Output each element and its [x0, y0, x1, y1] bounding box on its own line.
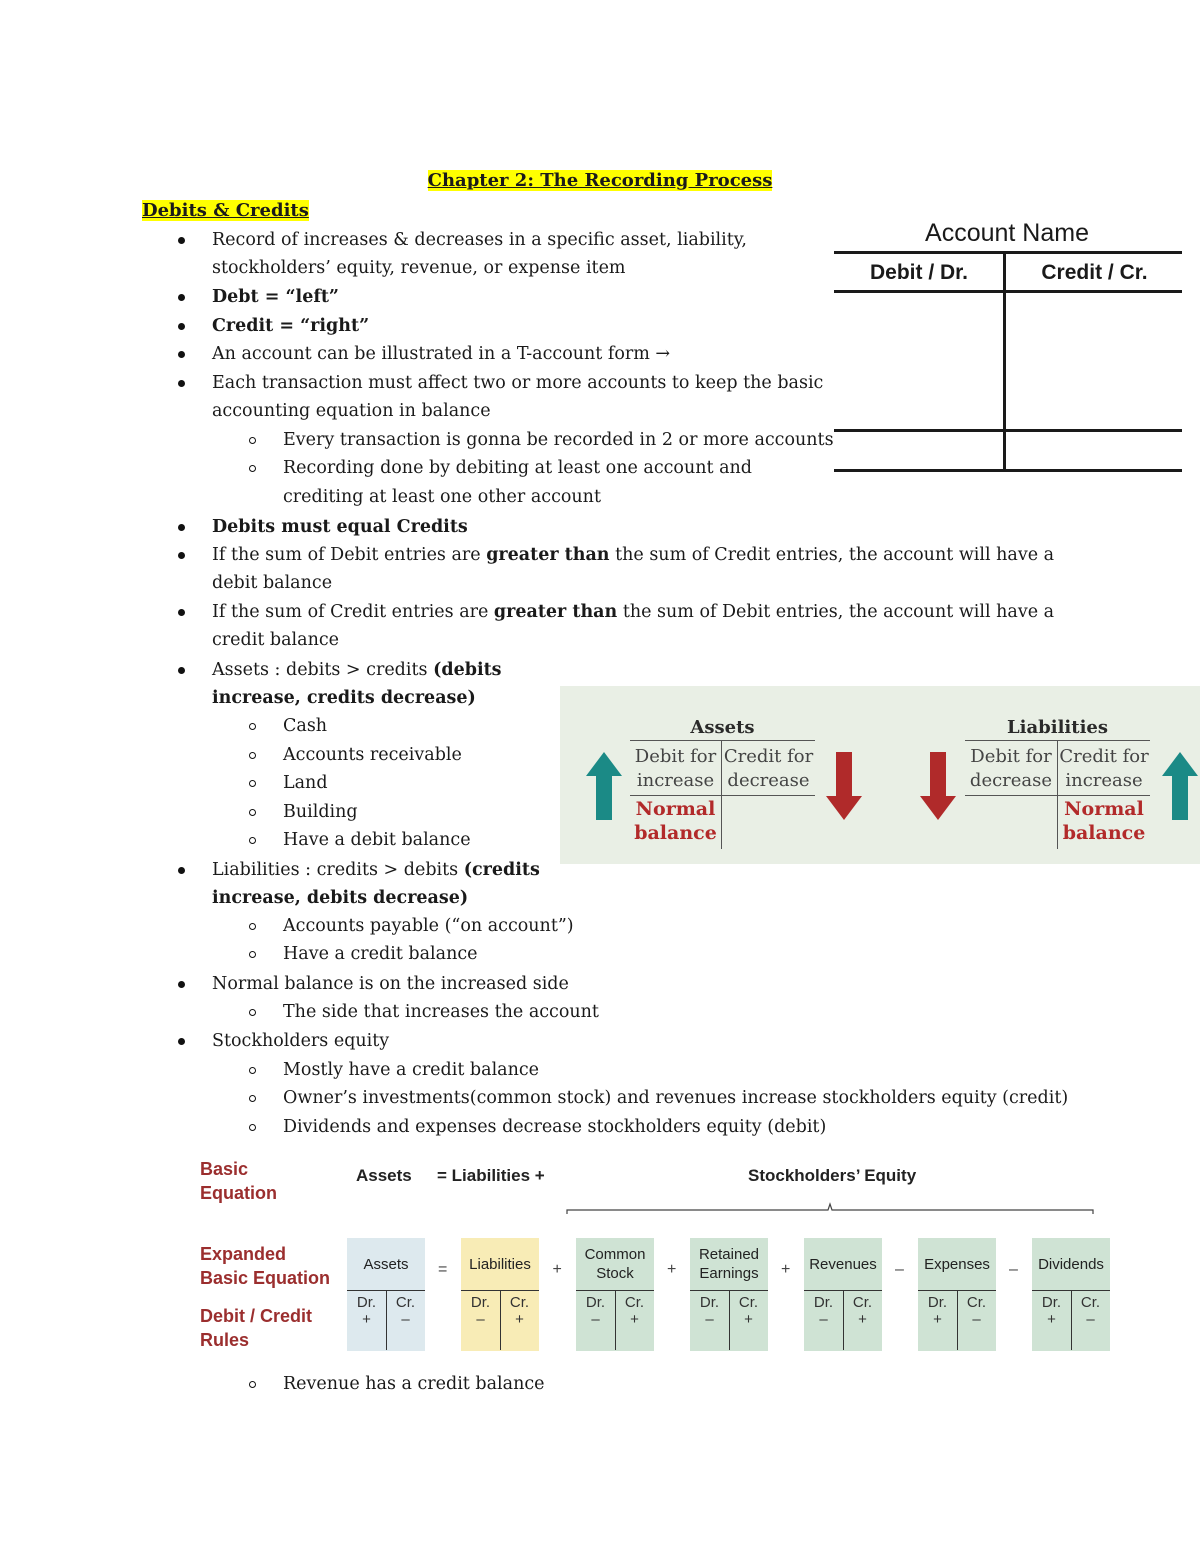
- sub-bullet-text: Accounts receivable: [283, 745, 462, 765]
- bullet-icon: [178, 609, 185, 616]
- equation-box-name: Revenues: [804, 1238, 882, 1291]
- assets-credit-cell: Credit for decrease: [723, 746, 814, 791]
- credit-rule: Cr. +: [738, 1294, 759, 1328]
- equation-box-assets: [347, 1238, 425, 1351]
- sub-bullet-text: Have a debit balance: [283, 830, 471, 850]
- sub-bullet-text: Have a credit balance: [283, 944, 478, 964]
- sub-bullet-text: Building: [283, 802, 358, 822]
- equation-box-name: Common Stock: [576, 1238, 654, 1291]
- sub-bullet-icon: [249, 752, 256, 759]
- bullet-text: stockholders’ equity, revenue, or expense item: [212, 258, 626, 278]
- sub-bullet-icon: [249, 465, 256, 472]
- sub-bullet-text: Revenue has a credit balance: [283, 1374, 545, 1394]
- credit-rule: Cr. +: [624, 1294, 645, 1328]
- divider: [630, 740, 815, 741]
- divider: [630, 795, 815, 796]
- t-account-debit-header: Debit / Dr.: [869, 261, 969, 284]
- sub-bullet-text: Land: [283, 773, 328, 793]
- sub-bullet-text: Cash: [283, 716, 328, 736]
- t-account-bottom-rule: [834, 469, 1182, 472]
- equation-box-name: Assets: [347, 1238, 425, 1291]
- bullet-icon: [178, 294, 185, 301]
- sub-bullet-text: The side that increases the account: [283, 1002, 599, 1022]
- equation-box-name: Expenses: [918, 1238, 996, 1291]
- bullet-icon: [178, 667, 185, 674]
- bullet-icon: [178, 323, 185, 330]
- down-arrow-icon: [826, 752, 862, 820]
- bullet-text: Normal balance is on the increased side: [212, 974, 569, 994]
- sub-bullet-text: Dividends and expenses decrease stockholders equity (debit): [283, 1117, 827, 1137]
- equation-box-dividends: [1032, 1238, 1110, 1351]
- equation-box-revenues: [804, 1238, 882, 1351]
- sub-bullet-icon: [249, 837, 256, 844]
- credit-rule: Cr. –: [966, 1294, 987, 1328]
- page-title: Chapter 2: The Recording Process: [427, 170, 773, 191]
- equation-box-expenses: [918, 1238, 996, 1351]
- equation-box-name: Retained Earnings: [690, 1238, 768, 1291]
- up-arrow-icon: [1162, 752, 1198, 820]
- debit-rule: Dr. –: [585, 1294, 606, 1328]
- debit-rule: Dr. +: [1041, 1294, 1062, 1328]
- sub-bullet-icon: [249, 923, 256, 930]
- sub-bullet-icon: [249, 780, 256, 787]
- bullet-text: Stockholders equity: [212, 1031, 390, 1051]
- sub-bullet-icon: [249, 951, 256, 958]
- sub-bullet-text: Every transaction is gonna be recorded in 2 or more accounts: [283, 430, 834, 450]
- eq-liabilities-head: = Liabilities +: [437, 1166, 545, 1185]
- bullet-text: Each transaction must affect two or more accounts to keep the basic: [212, 373, 824, 393]
- bullet-text: increase, debits decrease): [212, 888, 469, 908]
- bullet-text: credit balance: [212, 630, 340, 650]
- bullet-text: Debt = “left”: [212, 287, 340, 307]
- bullet-icon: [178, 237, 185, 244]
- bullet-icon: [178, 380, 185, 387]
- up-arrow-icon: [586, 752, 622, 820]
- t-account-title: Account Name: [925, 219, 1089, 247]
- sub-bullet-text: Mostly have a credit balance: [283, 1060, 540, 1080]
- bullet-icon: [178, 351, 185, 358]
- equity-brace-icon: [566, 1202, 1094, 1216]
- sub-bullet-icon: [249, 809, 256, 816]
- t-account-header-rule: [834, 290, 1182, 293]
- sub-bullet-icon: [249, 723, 256, 730]
- bullet-icon: [178, 552, 185, 559]
- bullet-text: Liabilities : credits > debits (credits: [212, 860, 540, 880]
- liabilities-normal-balance: Normal balance: [1062, 798, 1146, 844]
- equation-box-common-stock: [576, 1238, 654, 1351]
- credit-rule: Cr. –: [1080, 1294, 1101, 1328]
- expanded-equation-label: Expanded Basic Equation: [200, 1244, 331, 1288]
- sub-bullet-icon: [249, 1067, 256, 1074]
- sub-bullet-text: crediting at least one other account: [283, 487, 601, 507]
- debit-rule: Dr. +: [356, 1294, 377, 1328]
- section-heading: Debits & Credits: [142, 200, 309, 221]
- liabilities-credit-cell: Credit for increase: [1059, 746, 1149, 791]
- normal-balance-figure: [560, 686, 1200, 864]
- sub-bullet-icon: [249, 1124, 256, 1131]
- debit-rule: Dr. +: [927, 1294, 948, 1328]
- bullet-icon: [178, 1038, 185, 1045]
- debit-credit-rules-label: Debit / Credit Rules: [200, 1306, 313, 1350]
- bullet-text: Assets : debits > credits (debits: [212, 660, 502, 680]
- bullet-icon: [178, 981, 185, 988]
- debit-rule: Dr. –: [813, 1294, 834, 1328]
- credit-rule: Cr. +: [852, 1294, 873, 1328]
- bullet-icon: [178, 867, 185, 874]
- down-arrow-icon: [920, 752, 956, 820]
- basic-equation-label: Basic Equation: [200, 1159, 277, 1203]
- sub-bullet-text: Owner’s investments(common stock) and revenues increase stockholders equity (credit): [283, 1088, 1069, 1108]
- sub-bullet-text: Accounts payable (“on account”): [283, 916, 574, 936]
- sub-bullet-icon: [249, 437, 256, 444]
- t-account-top-rule: [834, 251, 1182, 254]
- bullet-text: Debits must equal Credits: [212, 517, 468, 537]
- equation-operator: =: [438, 1261, 448, 1278]
- eq-assets-head: Assets: [356, 1166, 412, 1185]
- equation-box-name: Liabilities: [461, 1238, 539, 1291]
- sub-bullet-icon: [249, 1009, 256, 1016]
- t-account-credit-header: Credit / Cr.: [1041, 261, 1148, 284]
- bullet-text: Credit = “right”: [212, 316, 370, 336]
- equation-operator: –: [895, 1261, 904, 1278]
- assets-debit-cell: Debit for increase: [634, 746, 717, 791]
- equation-operator: +: [552, 1261, 562, 1278]
- credit-rule: Cr. –: [395, 1294, 416, 1328]
- equation-operator: +: [781, 1261, 791, 1278]
- equation-operator: +: [667, 1261, 677, 1278]
- sub-bullet-text: Recording done by debiting at least one account and: [283, 458, 753, 478]
- assets-title: Assets: [690, 717, 755, 738]
- liabilities-title: Liabilities: [1007, 717, 1108, 738]
- assets-normal-balance: Normal balance: [634, 798, 717, 844]
- sub-bullet-icon: [249, 1381, 256, 1388]
- bullet-text: An account can be illustrated in a T-account form →: [212, 344, 671, 364]
- equation-box-liabilities: [461, 1238, 539, 1351]
- eq-equity-head: Stockholders’ Equity: [748, 1166, 917, 1185]
- credit-rule: Cr. +: [509, 1294, 530, 1328]
- equation-operator: –: [1009, 1261, 1018, 1278]
- bullet-text: accounting equation in balance: [212, 401, 491, 421]
- liabilities-debit-cell: Debit for decrease: [969, 746, 1053, 791]
- bullet-text: Record of increases & decreases in a specific asset, liability,: [212, 230, 747, 250]
- sub-bullet-icon: [249, 1095, 256, 1102]
- debit-rule: Dr. –: [699, 1294, 720, 1328]
- bullet-text: If the sum of Debit entries are greater than the sum of Credit entries, the account will have a: [212, 545, 1055, 565]
- debit-rule: Dr. –: [470, 1294, 491, 1328]
- equation-box-retained-earnings: [690, 1238, 768, 1351]
- bullet-icon: [178, 524, 185, 531]
- equation-box-name: Dividends: [1032, 1238, 1110, 1291]
- bullet-text: debit balance: [212, 573, 333, 593]
- t-account-center-line: [1003, 253, 1006, 472]
- t-account-total-rule: [834, 429, 1182, 432]
- divider: [965, 795, 1150, 796]
- bullet-text: If the sum of Credit entries are greater than the sum of Debit entries, the account will have a: [212, 602, 1055, 622]
- bullet-text: increase, credits decrease): [212, 688, 476, 708]
